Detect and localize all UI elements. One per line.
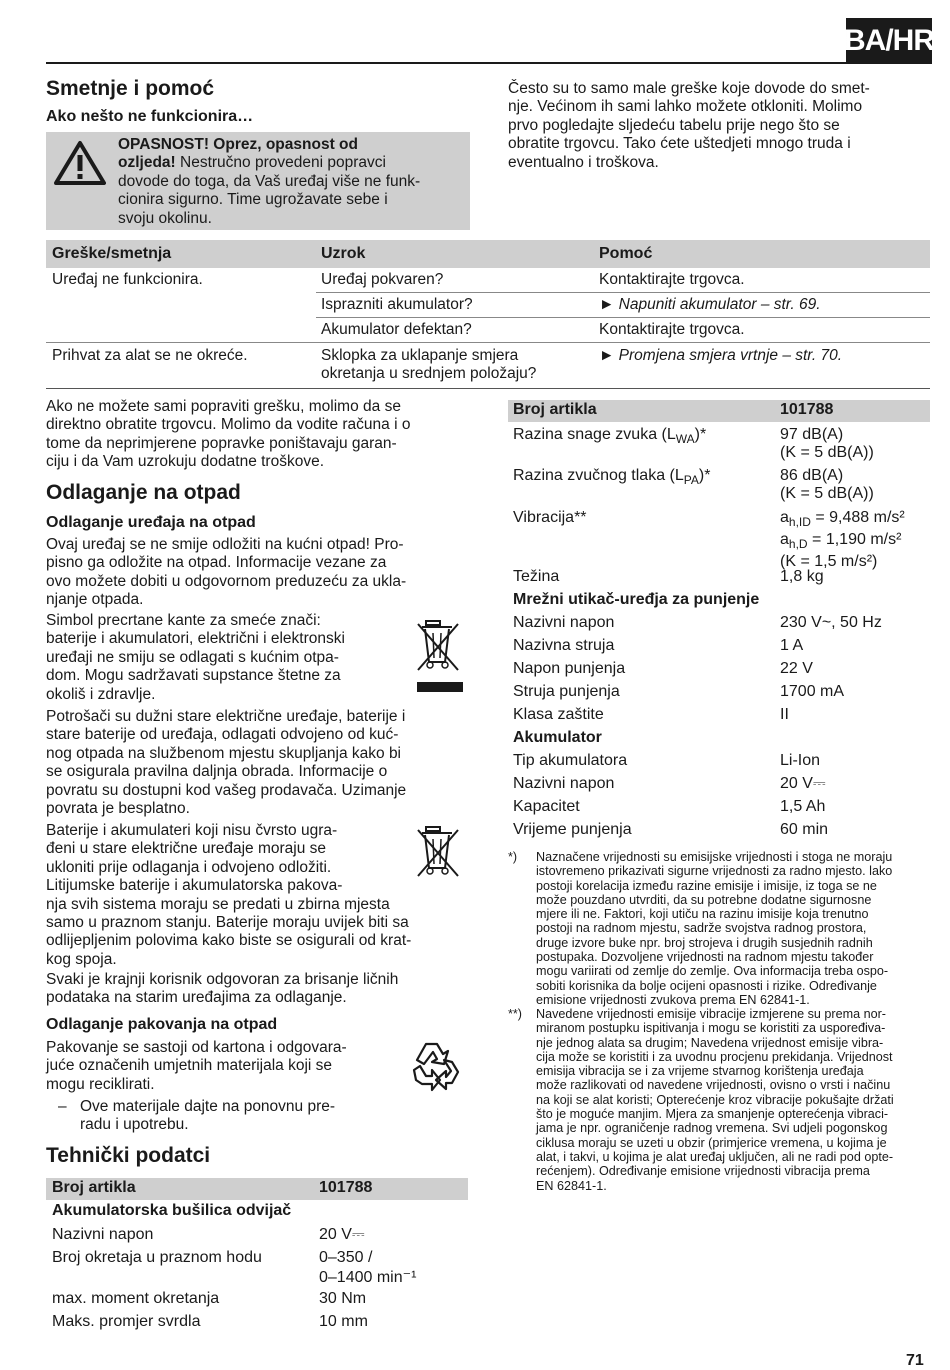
packaging-text (46, 1039, 406, 1094)
spec-row (508, 681, 930, 704)
footnote-line: na koji se alat koristi; Opterećenje kroz vibracije pokušajte držati (536, 1092, 894, 1107)
article-number: 101788 (780, 401, 834, 418)
footnote-line: druge izvore buke npr. broj strojeva i drugih susjednih radnih (536, 935, 873, 950)
arrow-icon: ► (599, 347, 615, 364)
text-line: okoliš i zdravlje. (46, 685, 156, 703)
spec-row (508, 504, 930, 571)
text-line: stare baterije od uređaja, odlagati odvojeno od kuć- (46, 726, 399, 744)
spec-row (508, 658, 930, 681)
packaging-bullet (46, 1098, 406, 1135)
text-line: radu i upotrebu. (80, 1116, 189, 1134)
spec-value: 20 V⎓ (780, 775, 826, 792)
text-line: ukloniti prije odlaganja i odvojeno odložiti. (46, 858, 332, 876)
battery-disposal-text (46, 822, 470, 969)
footnote-text (536, 850, 928, 1007)
spec-row (46, 1224, 468, 1247)
text-line: Ove materijale dajte na ponovnu pre- (80, 1098, 336, 1115)
group-label: Akumulator (513, 729, 602, 746)
text-line: Simbol precrtane kante za smeće znači: (46, 612, 321, 629)
language-tab (846, 18, 932, 64)
spec-value: 97 dB(A) (780, 426, 844, 443)
text-line: dom. Mogu sadržavati supstance štetne za (46, 667, 341, 685)
footnote-line: postoji na radnom mjestu, sadrže svojstva radnog prostora, (536, 921, 867, 936)
crossed-bin-with-bar-icon (414, 618, 464, 696)
spec-label: Kapacitet (513, 798, 580, 815)
after-line: ciju i da Vam uzrokuju dodatne troškove. (46, 453, 325, 471)
footnote-line: alat, i takvi, u kojima je alat uređaj uključen, ali ne radi pod opte- (536, 1149, 894, 1164)
cause-cell: Akumulator defektan? (321, 321, 472, 338)
text-line: Baterije i akumulateri koji nisu čvrsto ugra- (46, 822, 338, 839)
table-row (46, 318, 930, 343)
text-line: Svaki je krajnji korisnik odgovoran za brisanje ličnih (46, 971, 399, 988)
user-responsibility-text (46, 971, 470, 1008)
spec-label: Tip akumulatora (513, 752, 628, 769)
fault-table-header (46, 240, 930, 268)
footnote-line: ciklusa moraju se uzeti u obzir (primjerice vremena, u kojima je (536, 1135, 887, 1150)
group-label: Mrežni utikač-uređja za punjenje (513, 591, 760, 608)
warning-line: svoju okolinu. (118, 209, 212, 227)
help-cell (599, 347, 842, 365)
disposal-title: Odlaganje na otpad (46, 481, 241, 504)
intro-line: prvo pogledajte sljedeću tabelu prije nego što se (508, 116, 840, 134)
recycling-icon (406, 1038, 468, 1100)
spec-label: Razina zvučnog tlaka $(L_{PA})*$ (513, 467, 711, 488)
spec-label: Broj okretaja u praznom hodu (52, 1249, 262, 1266)
intro-line: obratite trgovcu. Tako ćete uštedjeti mnogo truda i (508, 135, 851, 153)
spec-row (508, 704, 930, 727)
spec-label: Nazivni napon (513, 775, 615, 792)
spec-label: Klasa zaštite (513, 706, 604, 723)
spec-group (46, 1200, 468, 1224)
footnote-line: mjere ili ne. Faktori, koji utiču na razinu imisije koja trenutno (536, 907, 869, 922)
text-line: pisno ga odložite na otpad. Informacije vezane za (46, 554, 387, 572)
page-reference: Promjena smjera vrtnje – str. 70. (618, 347, 843, 364)
text-line: se osigurala pravilna daljnja obrada. Informacije o (46, 763, 388, 781)
footnote-text (536, 1007, 928, 1193)
footnote-line: jama je npr. ograničenje radnog vremena. Svi udjeli pogonskog (536, 1121, 888, 1136)
spec-row (46, 1288, 468, 1311)
text-line: baterije i akumulatori, električni i elektronski (46, 630, 345, 648)
text-line: kog spoja. (46, 950, 117, 968)
device-disposal-text (46, 536, 470, 610)
spec-value: 30 Nm (319, 1290, 367, 1307)
header-fault: Greške/smetnja (52, 245, 172, 262)
after-line: Ako ne možete sami popraviti grešku, molimo da se (46, 398, 401, 415)
cause-line: okretanja u srednjem položaju? (321, 365, 537, 382)
troubleshooting-subtitle: Ako nešto ne funkcionira… (46, 108, 254, 125)
footnote-line: miranom postupku ispitivanja i mogu se koristiti za uspoređiva- (536, 1021, 886, 1036)
spec-label: Nazivna struja (513, 637, 615, 654)
footnote-line: emisija vibracija se i za vrijeme stvarnog korištenja uređaja (536, 1064, 864, 1079)
spec-label: Vibracija** (513, 509, 587, 526)
spec-group (508, 727, 930, 750)
footnote-line: cija može se koristiti i za uvodnu procjenu prekidanja. Vrijednost (536, 1049, 893, 1064)
footnote-emission (508, 850, 930, 1010)
text-line: Ovaj uređaj se ne smije odložiti na kućni otpad! Pro- (46, 536, 404, 553)
spec-value: 230 V~, 50 Hz (780, 614, 882, 631)
warning-line: OPASNOST! Oprez, opasnost od (118, 136, 358, 153)
spec-label: Vrijeme punjenja (513, 821, 632, 838)
troubleshooting-after (46, 398, 470, 472)
spec-value: (K = 5 dB(A)) (780, 444, 874, 461)
text-line: nog otpada na službenom mjestu skupljanja kako bi (46, 744, 402, 762)
spec-group (508, 589, 930, 612)
spec-value: 1,5 Ah (780, 798, 826, 815)
text-line: ovo možete dobiti u odgovornom preduzeću za ukla- (46, 572, 407, 590)
spec-row (46, 1311, 468, 1334)
text-line: juće označenih umjetnih materijala koji se (46, 1057, 333, 1075)
page-reference: Napuniti akumulator – str. 69. (618, 296, 821, 313)
text-line: Potrošači su dužni stare električne uređaje, baterije i (46, 708, 406, 725)
spec-value: 1 A (780, 637, 804, 654)
spec-row (508, 422, 930, 463)
consumer-text (46, 708, 470, 818)
footnote-line: sobiti korisnika da bolje ocijeni opasnosti i rizike. Određivanje (536, 978, 877, 993)
spec-value: 0–1400 min⁻¹ (319, 1269, 417, 1286)
warning-line-rest: Nestručno provedeni popravci (180, 154, 386, 172)
text-line: povrata je besplatno. (46, 800, 190, 818)
spec-label: max. moment okretanja (52, 1290, 220, 1307)
spec-label: Nazivni napon (52, 1226, 154, 1243)
text-line: samo u praznom stanju. Baterije moraju uvijek biti sa (46, 914, 409, 932)
device-disposal-subtitle: Odlaganje uređaja na otpad (46, 514, 256, 531)
spec-label: Nazivni napon (513, 614, 615, 631)
arrow-icon: ► (599, 296, 615, 313)
intro-line: eventualno i troškova. (508, 153, 659, 171)
article-label: Broj artikla (513, 401, 597, 418)
help-cell (599, 296, 821, 314)
help-cell: Kontaktirajte trgovca. (599, 321, 745, 338)
spec-row (508, 773, 930, 796)
troubleshooting-intro (508, 80, 932, 172)
footnote-mark: **) (508, 1007, 522, 1021)
text-line: nja svih sistema moraju se predati u zbirna mjesta (46, 895, 390, 913)
spec-value: II (780, 706, 789, 723)
group-label: Akumulatorska bušilica odvijač (52, 1202, 292, 1219)
text-line: povratu su dostupni kod vašeg prodavača. Uzimanje (46, 781, 407, 799)
text-line: uređaji ne smiju se odlagati s kućnim otpa- (46, 648, 339, 666)
spec-row (508, 635, 930, 658)
footnote-line: Navedene vrijednosti emisije vibracije izmjerene su prema nor- (536, 1007, 886, 1021)
spec-label: Razina snage zvuka $(L_{WA})*$ (513, 426, 707, 447)
footnote-line: može pouzdano utvrditi, da su potrebne dodatne sigurnosne (536, 892, 872, 907)
packaging-subtitle: Odlaganje pakovanja na otpad (46, 1016, 278, 1033)
table-row (46, 293, 930, 318)
warning-line: cionira sigurno. Time ugrožavate sebe i (118, 191, 388, 209)
right-spec-table (508, 400, 930, 842)
spec-row (508, 612, 930, 635)
cause-cell (321, 347, 536, 383)
spec-row (508, 463, 930, 504)
spec-label: Napon punjenja (513, 660, 626, 677)
text-line: podataka na starim uređajima za odlaganje. (46, 989, 347, 1007)
footnote-mark: *) (508, 850, 518, 864)
text-line: Litijumske baterije i akumulatorska pakova- (46, 877, 343, 895)
intro-line: nje. Većinom ih sami lahko možete otkloniti. Molimo (508, 98, 863, 116)
spec-row (46, 1247, 468, 1288)
spec-value: 10 mm (319, 1313, 368, 1330)
dash-bullet: – (58, 1098, 67, 1115)
crossed-bin-icon (414, 824, 464, 880)
spec-row (508, 819, 930, 842)
spec-row (508, 750, 930, 773)
text-line: mogu reciklirati. (46, 1075, 155, 1093)
help-cell: Kontaktirajte trgovca. (599, 271, 745, 288)
spec-value: 60 min (780, 821, 829, 838)
spec-row (508, 566, 930, 589)
warning-triangle-icon (54, 140, 106, 186)
cause-line: Sklopka za uklapanje smjera (321, 347, 519, 364)
footnote-line: emisione vrijednosti zvukova prema EN 62841-1. (536, 992, 810, 1007)
cause-cell: Uređaj pokvaren? (321, 271, 444, 288)
footnote-line: mogu variirati od zemlje do zemlje. Ova informacija treba ospo- (536, 964, 889, 979)
cause-cell: Isprazniti akumulator? (321, 296, 473, 313)
spec-header (508, 400, 930, 422)
technical-title: Tehnički podatci (46, 1144, 211, 1167)
table-row (46, 268, 930, 293)
troubleshooting-title: Smetnje i pomoć (46, 77, 215, 100)
table-bottom-rule (46, 388, 930, 389)
article-label: Broj artikla (52, 1179, 136, 1196)
fault-cell: Prihvat za alat se ne okreće. (52, 347, 248, 364)
spec-label: Maks. promjer svrdla (52, 1313, 201, 1330)
spec-value: $a_{h,ID} = 9,488$ m/s² $a_{h,D} = 1,190$ m/s² (K = 1,5 m/s²) (780, 509, 905, 571)
footnote-line: EN 62841-1. (536, 1178, 607, 1193)
spec-label: Težina (513, 568, 560, 585)
spec-row (508, 796, 930, 819)
footnote-line: Naznačene vrijednosti su emisijske vrijednosti i stoga ne moraju (536, 850, 893, 864)
spec-value: 86 dB(A) (780, 467, 844, 484)
spec-header (46, 1178, 468, 1200)
spec-value: (K = 5 dB(A)) (780, 485, 874, 502)
spec-value: 22 V (780, 660, 813, 677)
warning-text: OPASNOST! Oprez, opasnost od ozljeda! Nestručno provedeni popravci dovode do toga, da Vaš uređaj više ne funk- cionira sigurno. Time ugrožavate sebe i svoju okolinu. (118, 136, 464, 228)
footnote-line: nje jednog alata sa drugim; Navedena vrijednost emisije vibra- (536, 1035, 884, 1050)
table-row (46, 343, 930, 389)
top-rule (46, 62, 932, 64)
symbol-text (46, 612, 406, 704)
intro-line: Često su to samo male greške koje dovode do smet- (508, 80, 870, 97)
drill-spec-table (46, 1178, 468, 1334)
text-line: đeni u stare električne uređaje moraju se (46, 840, 327, 858)
warning-box (46, 132, 470, 230)
spec-value: 1700 mA (780, 683, 845, 700)
footnote-vibration (508, 1007, 930, 1197)
footnote-line: postupaka. Dozvoljene vrijednosti na radnom mjestu također (536, 950, 874, 965)
text-line: njanje otpada. (46, 591, 144, 609)
spec-label: Struja punjenja (513, 683, 620, 700)
footnote-line: što je moguće manjim. Mjera za smanjenje opterećenja vibraci- (536, 1107, 889, 1122)
text-line: Pakovanje se sastoji od kartona i odgovara- (46, 1039, 347, 1056)
after-line: tome da neprimjerene popravke poništavaju garan- (46, 434, 397, 452)
text-line: odlijepljenim polovima kako biste se osigurali od krat- (46, 932, 412, 950)
footnote-line: rećenjem). Određivanje emisione vrijednosti vibracija prema (536, 1164, 870, 1179)
warning-line: dovode do toga, da Vaš uređaj više ne funk- (118, 172, 421, 190)
after-line: direktno obratite trgovcu. Molimo da vodite računa i o (46, 416, 411, 434)
footnote-line: postoji korelacija između razine emisije i imisije, iz toga se ne (536, 878, 877, 893)
header-cause: Uzrok (321, 245, 366, 262)
spec-value: 20 V⎓ (319, 1226, 365, 1243)
spec-value: 1,8 kg (780, 568, 824, 585)
fault-table (46, 240, 930, 389)
footnote-line: istovremeno prikazivati sigurne vrijednosti za radno mjesto. lako (536, 864, 893, 879)
header-help: Pomoć (599, 245, 653, 262)
language-code: BA/HR (844, 24, 934, 57)
spec-value: Li-Ion (780, 752, 821, 769)
footnote-line: može razlikovati od navedene vrijednosti, ovisno o vrsti i načinu (536, 1078, 891, 1093)
spec-value: 0–350 / (319, 1249, 373, 1266)
page-number: 71 (906, 1352, 924, 1369)
fault-cell: Uređaj ne funkcionira. (52, 271, 203, 288)
article-number: 101788 (319, 1179, 373, 1196)
